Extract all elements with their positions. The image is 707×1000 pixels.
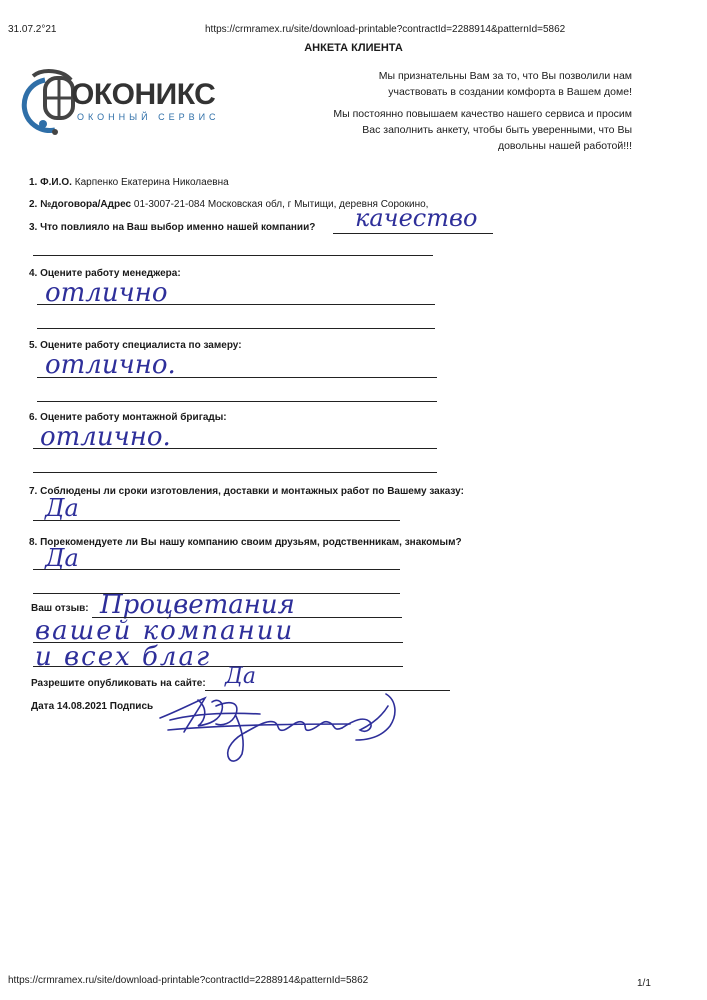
intro-line: Вас заполнить анкету, чтобы быть уверенными, что Вы bbox=[362, 124, 632, 136]
question-1-label: 1. Ф.И.О. bbox=[29, 177, 72, 188]
form-title: АНКЕТА КЛИЕНТА bbox=[304, 42, 403, 54]
handwritten-review-line-1: Процветания bbox=[100, 590, 295, 620]
handwritten-signature bbox=[150, 680, 410, 770]
company-logo bbox=[15, 62, 245, 142]
question-4-label: 4. Оцените работу менеджера: bbox=[29, 268, 181, 279]
handwritten-publish-answer: Да bbox=[225, 664, 257, 689]
answer-line bbox=[33, 472, 437, 473]
question-1 bbox=[29, 177, 229, 188]
answer-line bbox=[37, 401, 437, 402]
signature-icon bbox=[150, 680, 410, 770]
intro-line: Мы признательны Вам за то, что Вы позволили нам bbox=[378, 70, 632, 82]
footer-url: https://crmramex.ru/site/download-printable?contractId=2288914&patternId=5862 bbox=[8, 975, 369, 986]
question-8-label: 8. Порекомендуете ли Вы нашу компанию своим друзьям, родственникам, знакомым? bbox=[29, 537, 462, 548]
intro-line: довольны нашей работой!!! bbox=[497, 140, 632, 152]
handwritten-review-line-3: и всех благ bbox=[35, 642, 212, 672]
handwritten-answer-5: отлично. bbox=[45, 350, 176, 380]
answer-line bbox=[33, 255, 433, 256]
question-5-label: 5. Оцените работу специалиста по замеру: bbox=[29, 340, 242, 351]
answer-line bbox=[33, 448, 437, 449]
publish-label: Разрешите опубликовать на сайте: bbox=[31, 678, 206, 689]
answer-line bbox=[33, 520, 400, 521]
question-7-label: 7. Соблюдены ли сроки изготовления, доставки и монтажных работ по Вашему заказу: bbox=[29, 486, 464, 497]
handwritten-answer-7: Да bbox=[45, 494, 79, 522]
handwritten-review-line-2: вашей компании bbox=[35, 616, 295, 646]
company-name: ОКОНИКС bbox=[71, 78, 216, 111]
company-subtitle: ОКОННЫЙ СЕРВИС bbox=[77, 112, 220, 122]
intro-line: участвовать в создании комфорта в Вашем доме! bbox=[388, 86, 632, 98]
print-date: 31.07.2°21 bbox=[8, 24, 57, 35]
answer-line bbox=[37, 328, 435, 329]
handwritten-answer-4: отлично bbox=[45, 278, 168, 308]
intro-paragraph-1 bbox=[379, 68, 632, 100]
answer-line bbox=[37, 304, 435, 305]
header-url: https://crmramex.ru/site/download-printable?contractId=2288914&patternId=5862 bbox=[205, 24, 566, 35]
date-signature-label: Дата 14.08.2021 Подпись bbox=[31, 701, 154, 712]
question-3-label: 3. Что повлияло на Ваш выбор именно нашей компании? bbox=[29, 222, 316, 233]
handwritten-answer-6: отлично. bbox=[40, 422, 171, 452]
page-number: 1/1 bbox=[637, 978, 651, 989]
answer-line bbox=[33, 569, 400, 570]
answer-line bbox=[33, 666, 403, 667]
question-6-label: 6. Оцените работу монтажной бригады: bbox=[29, 412, 227, 423]
question-2-label: 2. №договора/Адрес bbox=[29, 199, 132, 210]
review-label: Ваш отзыв: bbox=[31, 603, 89, 614]
answer-line bbox=[333, 233, 493, 234]
handwritten-answer-8: Да bbox=[45, 544, 79, 572]
contract-address-value: 01-3007-21-084 Московская обл, г Мытищи, деревня Сорокино, bbox=[133, 199, 429, 210]
full-name-value: Карпенко Екатерина Николаевна bbox=[74, 177, 229, 188]
intro-line: Мы постоянно повышаем качество нашего сервиса и просим bbox=[333, 108, 632, 120]
handwritten-answer-3: качество bbox=[355, 204, 478, 232]
intro-paragraph-2 bbox=[333, 106, 632, 154]
answer-line bbox=[37, 377, 437, 378]
